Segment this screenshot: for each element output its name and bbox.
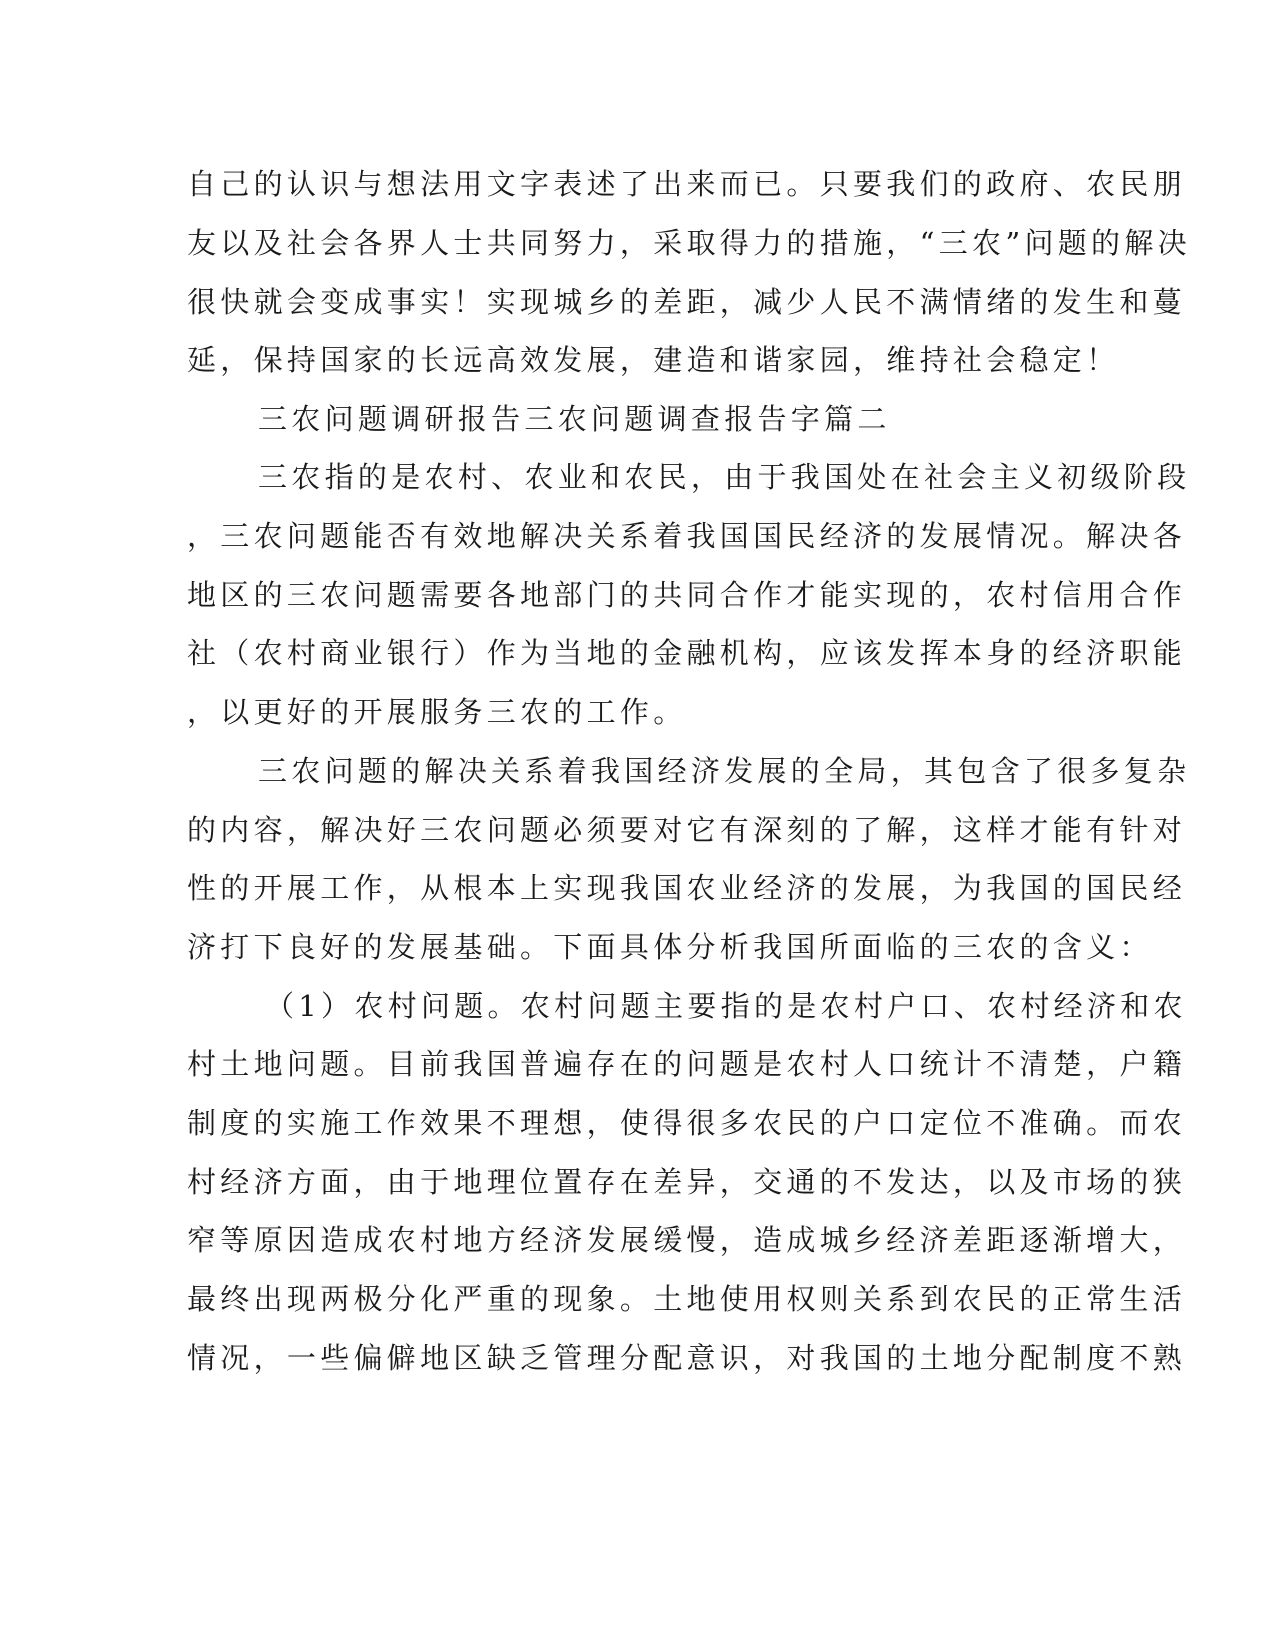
- text-line: 村土地问题。目前我国普遍存在的问题是农村人口统计不清楚，户籍: [187, 1047, 1187, 1081]
- text-line: 性的开展工作，从根本上实现我国农业经济的发展，为我国的国民经: [187, 871, 1187, 905]
- text-line: ，三农问题能否有效地解决关系着我国国民经济的发展情况。解决各: [187, 519, 1187, 553]
- text-line: ，以更好的开展服务三农的工作。: [187, 695, 687, 729]
- text-line: 窄等原因造成农村地方经济发展缓慢，造成城乡经济差距逐渐增大，: [187, 1223, 1187, 1257]
- text-line: （1）农村问题。农村问题主要指的是农村户口、农村经济和农: [265, 989, 1187, 1023]
- text-line: 村经济方面，由于地理位置存在差异，交通的不发达，以及市场的狭: [187, 1165, 1187, 1199]
- text-line: 的内容，解决好三农问题必须要对它有深刻的了解，这样才能有针对: [187, 813, 1187, 847]
- text-line: 最终出现两极分化严重的现象。土地使用权则关系到农民的正常生活: [187, 1282, 1187, 1316]
- text-line: 自己的认识与想法用文字表述了出来而已。只要我们的政府、农民朋: [187, 167, 1187, 201]
- text-line: 三农问题的解决关系着我国经济发展的全局，其包含了很多复杂: [258, 754, 1191, 788]
- section-heading: 三农问题调研报告三农问题调查报告字篇二: [258, 402, 891, 436]
- text-line: 情况，一些偏僻地区缺乏管理分配意识，对我国的土地分配制度不熟: [187, 1341, 1187, 1375]
- text-line: 制度的实施工作效果不理想，使得很多农民的户口定位不准确。而农: [187, 1106, 1187, 1140]
- text-line: 地区的三农问题需要各地部门的共同合作才能实现的，农村信用合作: [187, 578, 1187, 612]
- text-line: 社（农村商业银行）作为当地的金融机构，应该发挥本身的经济职能: [187, 636, 1187, 670]
- text-line: 三农指的是农村、农业和农民，由于我国处在社会主义初级阶段: [258, 460, 1191, 494]
- text-line: 友以及社会各界人士共同努力，采取得力的措施，“三农”问题的解决: [187, 226, 1191, 260]
- text-line: 延，保持国家的长远高效发展，建造和谐家园，维持社会稳定！: [187, 343, 1120, 377]
- text-line: 很快就会变成事实！实现城乡的差距，减少人民不满情绪的发生和蔓: [187, 285, 1187, 319]
- text-line: 济打下良好的发展基础。下面具体分析我国所面临的三农的含义：: [187, 930, 1153, 964]
